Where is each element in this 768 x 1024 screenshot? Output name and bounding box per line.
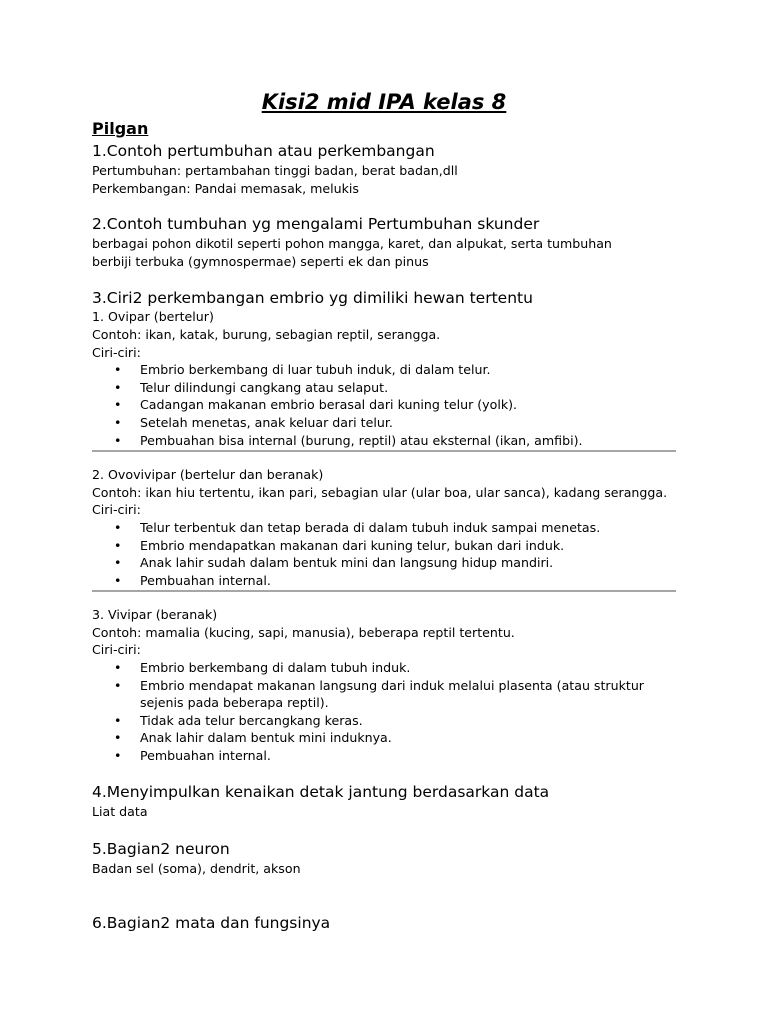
question-2-answer: berbagai pohon dikotil seperti pohon mangga, karet, dan alpukat, serta tumbuhan berbiji terbuka (gymnospermae) seperti ek dan pinus [92, 236, 612, 269]
list-item: • Cadangan makanan embrio berasal dari kuning telur (yolk). [114, 397, 518, 413]
list-item: • Anak lahir sudah dalam bentuk mini dan langsung hidup mandiri. [114, 555, 554, 571]
group-ovipar [92, 308, 676, 449]
list-item: • Pembuahan internal. [114, 572, 271, 588]
group-ovipar-traits-label: Ciri-ciri: [92, 344, 141, 360]
bullet-icon: • [114, 677, 122, 693]
horizontal-divider [92, 450, 676, 452]
bullet-icon: • [114, 362, 122, 378]
list-item: • Pembuahan internal. [114, 748, 271, 764]
bullet-icon: • [114, 414, 122, 430]
question-3 [92, 288, 676, 764]
question-6-heading: 6.Bagian2 mata dan fungsinya [92, 913, 331, 932]
list-item: • Setelah menetas, anak keluar dari telur. [114, 414, 393, 430]
group-ovipar-name: 1. Ovipar (bertelur) [92, 309, 214, 325]
list-item: • Anak lahir dalam bentuk mini induknya. [114, 730, 392, 746]
bullet-icon: • [114, 397, 122, 413]
document-body [92, 140, 676, 934]
list-item: • Tidak ada telur bercangkang keras. [114, 712, 363, 728]
bullet-icon: • [114, 748, 122, 764]
group-ovovivipar-name: 2. Ovovivipar (bertelur dan beranak) [92, 467, 324, 483]
question-4-heading: 4.Menyimpulkan kenaikan detak jantung berdasarkan data [92, 782, 550, 801]
list-item: • Embrio mendapat makanan langsung dari induk melalui plasenta (atau struktur sejenis pada beberapa reptil). [114, 677, 644, 711]
question-5-answer: Badan sel (soma), dendrit, akson [92, 861, 301, 877]
bullet-icon: • [114, 432, 122, 448]
group-ovovivipar-traits [92, 519, 676, 589]
group-ovovivipar-example: Contoh: ikan hiu tertentu, ikan pari, sebagian ular (ular boa, ular sanca), kadang serangga. [92, 484, 668, 500]
question-3-heading: 3.Ciri2 perkembangan embrio yg dimiliki hewan tertentu [92, 289, 533, 308]
question-1-line-growth: Pertumbuhan: pertambahan tinggi badan, berat badan,dll [92, 163, 458, 178]
question-5 [92, 838, 676, 878]
group-vivipar [92, 606, 676, 764]
question-2 [92, 213, 676, 270]
horizontal-divider [92, 590, 676, 592]
list-item: • Telur terbentuk dan tetap berada di dalam tubuh induk sampai menetas. [114, 519, 601, 535]
group-vivipar-example: Contoh: mamalia (kucing, sapi, manusia), beberapa reptil tertentu. [92, 624, 515, 640]
group-ovovivipar-traits-label: Ciri-ciri: [92, 502, 141, 518]
bullet-icon: • [114, 660, 122, 676]
bullet-icon: • [114, 519, 122, 535]
question-1-line-development: Perkembangan: Pandai memasak, melukis [92, 180, 359, 196]
question-1 [92, 140, 676, 197]
question-4 [92, 781, 676, 821]
bullet-icon: • [114, 730, 122, 746]
group-ovipar-example: Contoh: ikan, katak, burung, sebagian reptil, serangga. [92, 326, 441, 342]
question-6 [92, 912, 676, 934]
question-2-heading: 2.Contoh tumbuhan yg mengalami Pertumbuhan skunder [92, 215, 540, 234]
question-4-answer: Liat data [92, 803, 148, 819]
question-5-heading: 5.Bagian2 neuron [92, 840, 230, 859]
question-1-heading: 1.Contoh pertumbuhan atau perkembangan [92, 142, 435, 160]
group-vivipar-traits-label: Ciri-ciri: [92, 642, 141, 658]
list-item: • Embrio berkembang di dalam tubuh induk. [114, 660, 411, 676]
bullet-icon: • [114, 572, 122, 588]
bullet-icon: • [114, 537, 122, 553]
document-title: Kisi2 mid IPA kelas 8 [261, 90, 507, 114]
bullet-icon: • [114, 379, 122, 395]
list-item: • Embrio berkembang di luar tubuh induk, di dalam telur. [114, 362, 491, 378]
group-vivipar-name: 3. Vivipar (beranak) [92, 607, 218, 623]
group-vivipar-traits [92, 659, 676, 765]
list-item: • Embrio mendapatkan makanan dari kuning telur, bukan dari induk. [114, 537, 565, 553]
group-ovovivipar [92, 466, 676, 589]
list-item: • Pembuahan bisa internal (burung, reptil) atau eksternal (ikan, amfibi). [114, 432, 583, 448]
group-ovipar-traits [92, 361, 676, 449]
bullet-icon: • [114, 555, 122, 571]
list-item: • Telur dilindungi cangkang atau selaput. [114, 379, 389, 395]
section-subtitle: Pilgan [92, 119, 149, 138]
bullet-icon: • [114, 712, 122, 728]
